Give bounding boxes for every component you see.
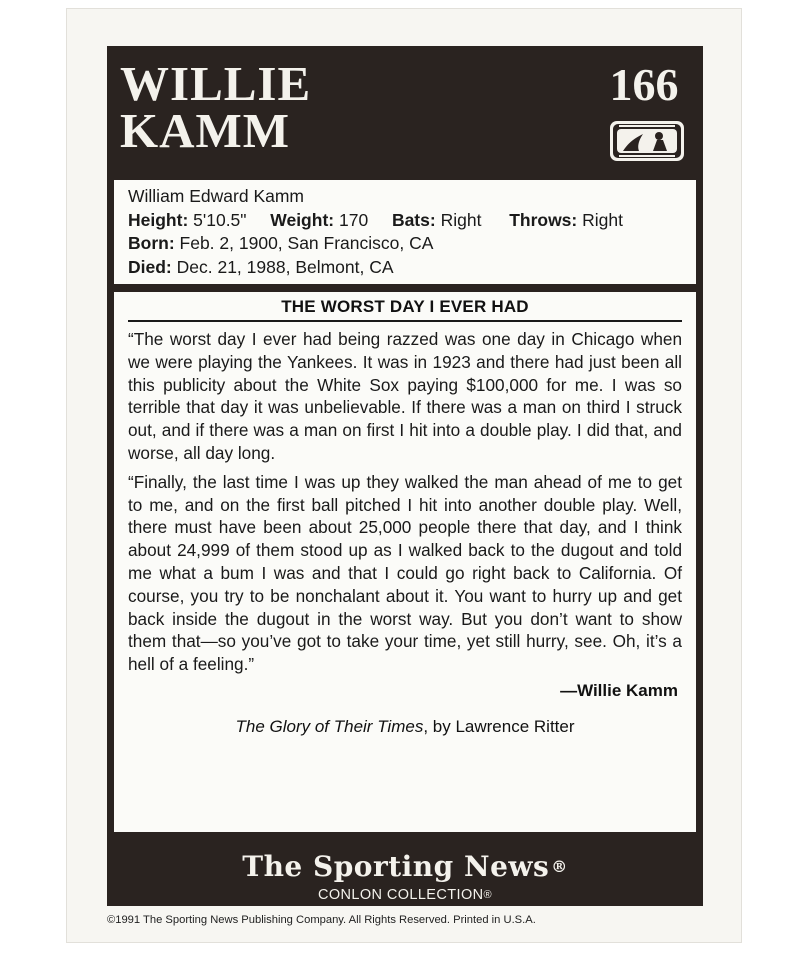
story-paragraph: “Finally, the last time I was up they walked the man ahead of me to get to me, and on the first ball pitched I hit into another double play. Well, there must have been about 25,000 people there that day, and I think about 24,999 of them stood up as I walked back to the dugout and told me what a bum I was and that I could go right back to California. Of course, you try to be nonchalant about it. You want to hurry up and get back inside the dugout in the worst way. But you don’t want to show them that—so you’ve got to take your time, yet still hurry, see. Oh, it’s a hell of a feeling.” — [128, 471, 682, 675]
card-number: 166 — [609, 59, 679, 110]
born-value: Feb. 2, 1900, San Francisco, CA — [179, 233, 434, 253]
bio-box — [114, 180, 696, 284]
height-value: 5'10.5" — [193, 209, 247, 230]
died-label: Died: — [128, 256, 172, 277]
died-value: Dec. 21, 1988, Belmont, CA — [176, 256, 394, 277]
player-name — [120, 56, 440, 158]
bio-born — [128, 232, 696, 256]
born-label: Born: — [128, 233, 175, 253]
player-first-name: WILLIE — [120, 56, 312, 111]
bio-died — [128, 256, 696, 280]
registered-mark: ® — [551, 857, 568, 876]
weight-value: 170 — [338, 209, 369, 230]
throws-label: Throws: — [509, 209, 578, 230]
mlb-official-licensee-logo-icon — [609, 120, 685, 162]
story-title: THE WORST DAY I EVER HAD — [128, 295, 682, 322]
registered-mark: ® — [483, 889, 493, 901]
player-last-name: KAMM — [120, 103, 290, 158]
bio-measurements — [128, 209, 696, 233]
bats-value: Right — [440, 209, 482, 230]
throws-value: Right — [582, 209, 623, 230]
weight-label: Weight: — [270, 209, 335, 230]
sporting-news-logo — [107, 850, 703, 884]
conlon-collection-text: CONLON COLLECTION — [317, 887, 484, 903]
source-author: , by Lawrence Ritter — [423, 716, 575, 736]
bio-full-name: William Edward Kamm — [128, 186, 304, 206]
story-paragraph: “The worst day I ever had being razzed was one day in Chicago when we were playing the Yankees. It was in 1923 and there had just been all this publicity about the White Sox paying $100,000 for me. I was so terrible that day it was unbelievable. If there was a man on third I struck out, and if there was a man on first I hit into a double play. I did that, and worse, all day long. — [128, 329, 682, 463]
copyright-line: ©1991 The Sporting News Publishing Company. All Rights Reserved. Printed in U.S.A. — [107, 914, 536, 926]
conlon-collection — [107, 886, 703, 904]
quote-source — [128, 716, 682, 738]
source-book-title: The Glory of Their Times — [235, 716, 424, 736]
quote-attribution: —Willie Kamm — [560, 680, 678, 700]
sporting-news-logo-text: The Sporting News — [242, 850, 550, 883]
height-label: Height: — [128, 209, 189, 230]
bats-label: Bats: — [391, 209, 436, 230]
story-box — [114, 292, 696, 832]
